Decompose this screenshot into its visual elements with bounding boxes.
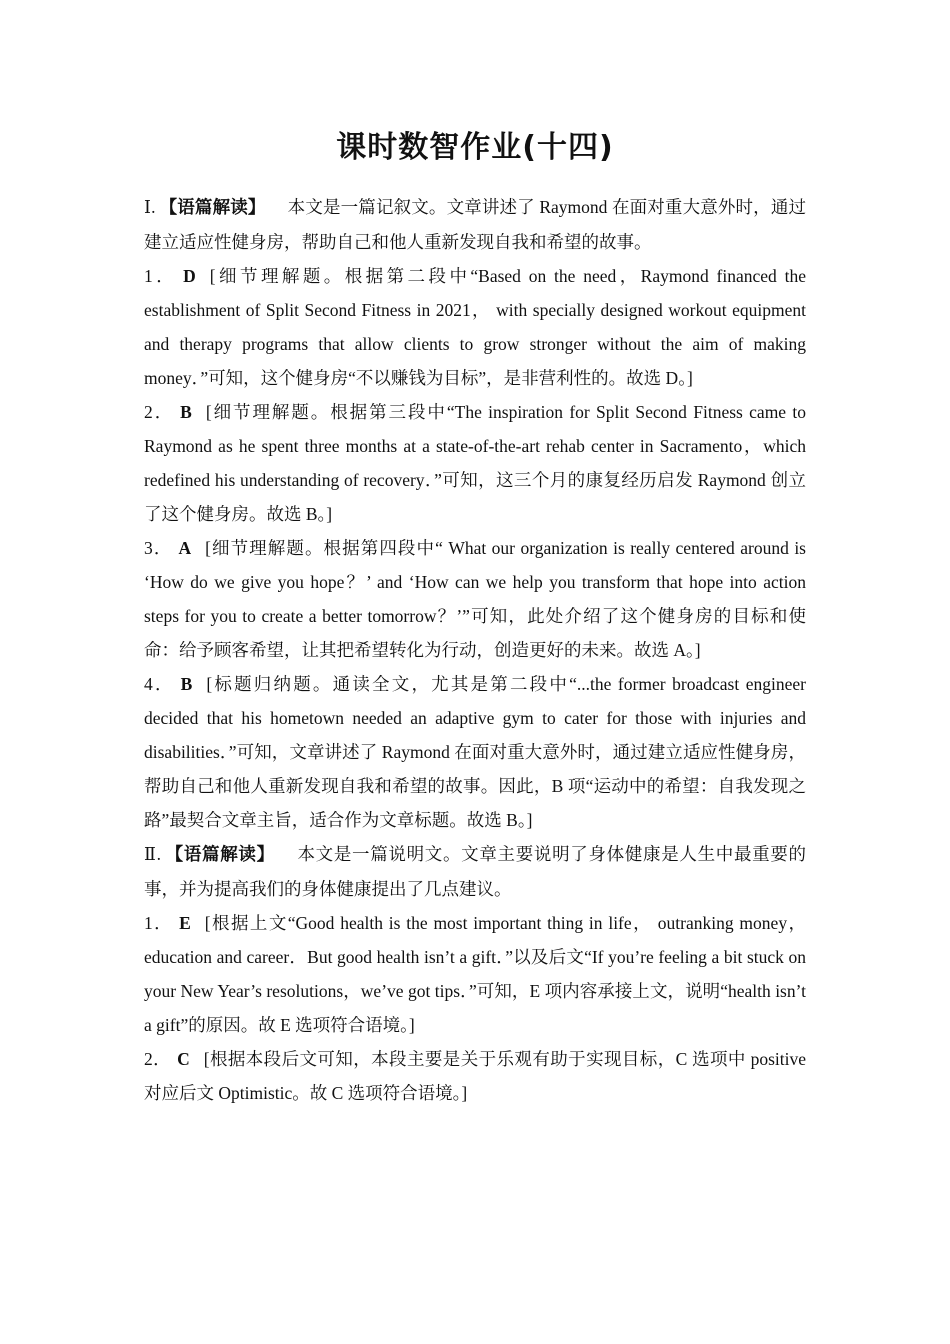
section2-number: Ⅱ. [144,844,161,864]
answer-item [144,259,806,395]
answer-letter: B [180,402,192,422]
answer-number: 1． [144,266,178,286]
section1-heading: 【语篇解读】 [159,198,266,218]
section2-intro [144,837,806,906]
answer-item [144,531,806,667]
answer-item [144,1042,806,1110]
answer-explanation: [细节理解题。根据第四段中“ What our organization is really centered around is ‘How do we give you hope？’ and ‘How can we help you transform that hope into action steps for you to create a better tomorrow？’”可知，此处介绍了这个健身房的目标和使命：给予顾客希望，让其把希望转化为行动，创造更好的未来。故选 A。] [144,538,806,660]
answer-explanation: [细节理解题。根据第三段中“The inspiration for Split Second Fitness came to Raymond as he spent three months at a state-of-the-art rehab center in Sacramento，which redefined his understanding of recovery．”可知，这三个月的康复经历启发 Raymond 创立了这个健身房。故选 B。] [144,402,806,524]
answer-number: 2． [144,1049,172,1069]
answer-explanation: [根据本段后文可知，本段主要是关于乐观有助于实现目标，C 选项中 positive 对应后文 Optimistic。故 C 选项符合语境。] [144,1049,806,1103]
answer-letter: E [179,913,191,933]
answer-explanation: [标题归纳题。通读全文，尤其是第二段中“...the former broadcast engineer decided that his hometown needed an adaptive gym to cater for those with injuries and disabilities．”可知，文章讲述了 Raymond 在面对重大意外时，通过建立适应性健身房，帮助自己和他人重新发现自我和希望的故事。因此，B 项“运动中的希望：自我发现之路”最契合文章主旨，适合作为文章标题。故选 B。] [144,674,807,830]
answer-number: 4． [144,674,175,694]
answer-explanation: [根据上文“Good health is the most important thing in life， outranking money，education and career．But good health isn’t a gift．”以及后文“If you’re feeling a bit stuck on your New Year’s resolutions，we’ve got tips．”可知，E 项内容承接上文，说明“health isn’t a gift”的原因。故 E 选项符合语境。] [144,913,806,1035]
answer-number: 2． [144,402,175,422]
answer-number: 1． [144,913,174,933]
answer-explanation: [细节理解题。根据第二段中“Based on the need，Raymond financed the establishment of Split Second Fitness in 2021， with specially designed workout equipment and therapy programs that allow clients to grow stronger without the aim of making money．”可知，这个健身房“不以赚钱为目标”，是非营利性的。故选 D。] [144,266,806,388]
answer-letter: C [177,1049,190,1069]
page-title: 课时数智作业(十四) [336,130,614,165]
section1-summary: 本文是一篇记叙文。文章讲述了 Raymond 在面对重大意外时，通过建立适应性健身房，帮助自己和他人重新发现自我和希望的故事。 [144,197,806,252]
answer-letter: B [180,674,193,694]
section2-heading: 【语篇解读】 [164,845,275,865]
answer-letter: A [178,538,192,558]
document-page [144,120,806,1110]
answer-item [144,667,806,837]
answer-number: 3． [144,538,173,558]
section2-summary: 本文是一篇说明文。文章主要说明了身体健康是人生中最重要的事，并为提高我们的身体健康提出了几点建议。 [144,844,807,899]
answer-item [144,906,806,1042]
section1-number: Ⅰ. [144,197,156,217]
answer-letter: D [183,266,196,286]
answer-item [144,395,806,531]
section1-intro [144,190,806,259]
